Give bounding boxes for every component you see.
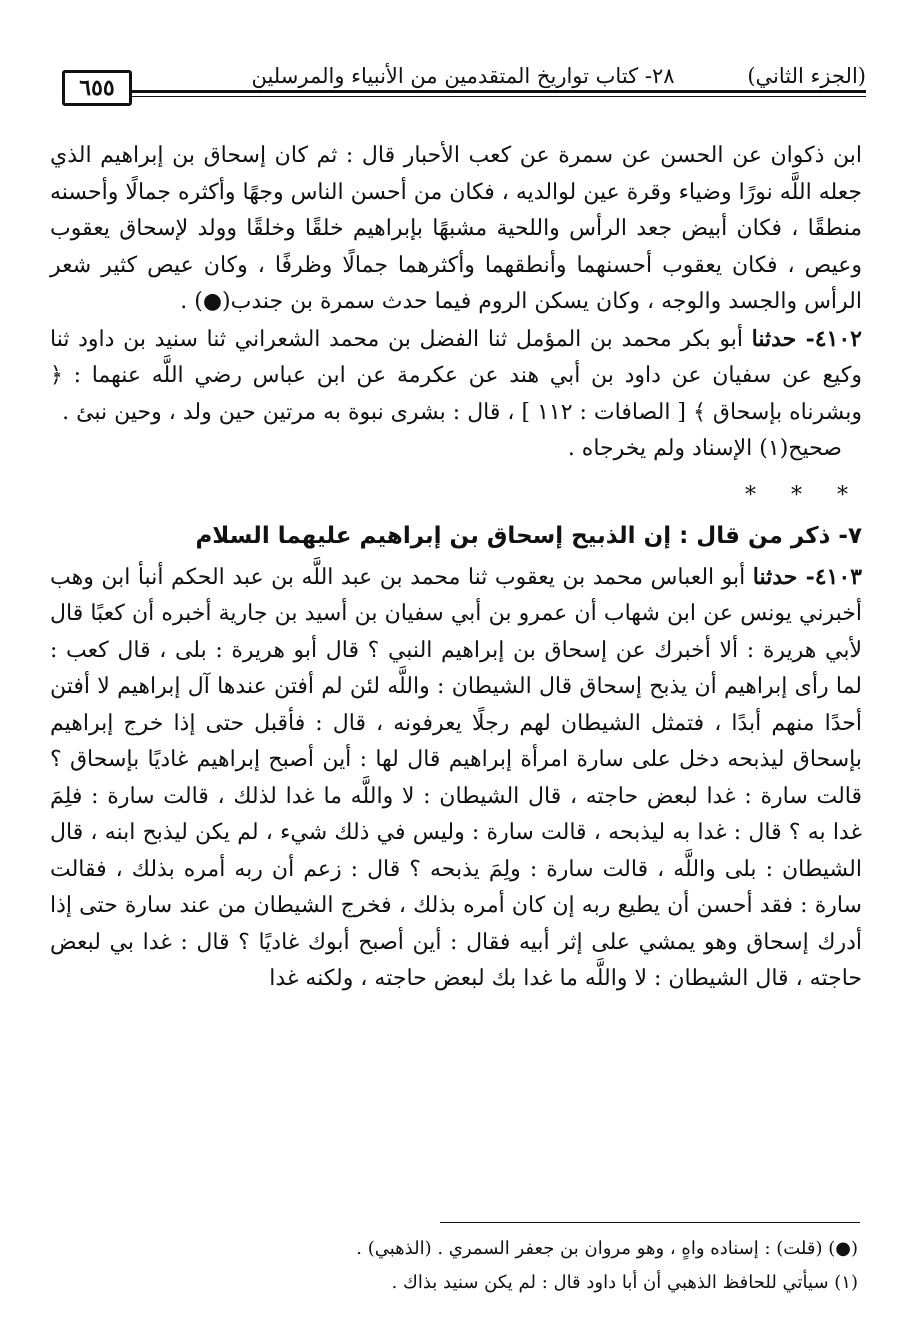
footnotes — [60, 1222, 860, 1300]
hadith-text: أبو العباس محمد بن يعقوب ثنا محمد بن عبد اللَّه بن عبد الحكم أنبأ ابن وهب أخبرني يونس عن ابن شهاب أن عمرو بن أبي سفيان بن أسيد بن جارية أخبره أن كعبًا قال لأبي هريرة : ألا أخبرك عن إسحاق بن إبراهيم النبي ؟ قال أبو هريرة : بلى ، قال كعب : لما رأى إبراهيم أن يذبح إسحاق قال الشيطان : واللَّه لئن لم أفتن عندها آل إبراهيم لا أفتن أحدًا منهم أبدًا ، فتمثل الشيطان لهم رجلًا يعرفونه ، قال : فأقبل حتى إذا خرج إبراهيم بإسحاق ليذبحه دخل على سارة امرأة إبراهيم قال لها : أين أصبح إبراهيم غاديًا بإسحاق ؟ قالت سارة : غدا لبعض حاجته ، قال الشيطان : لا واللَّه ما غدا لذلك ، قالت سارة : فلِمَ غدا به ؟ قال : غدا به ليذبحه ، قالت سارة : وليس في ذلك شيء ، لم يكن ليذبح ابنه ، قال الشيطان : بلى واللَّه ، قالت سارة : ولِمَ يذبحه ؟ قال : زعم أن ربه أمره بذلك ، فقالت سارة : فقد أحسن أن يطيع ربه إن كان أمره بذلك ، فخرج الشيطان من عند سارة حتى إذا أدرك إسحاق وهو يمشي على إثر أبيه فقال : أين أصبح أبوك غاديًا ؟ قال : غدا بي لبعض حاجته ، قال الشيطان : لا واللَّه ما غدا بك لبعض حاجته ، ولكنه غدا — [50, 564, 862, 991]
hadith-grade: صحيح(١) الإسناد ولم يخرجاه . — [567, 436, 842, 461]
footnote-1: (١) سيأتي للحافظ الذهبي أن أبا داود قال : لم يكن سنيد بذاك . — [391, 1272, 858, 1293]
section-separator: * * * — [745, 482, 862, 508]
main-text — [50, 138, 862, 998]
header-rule-thick — [130, 90, 866, 93]
volume-part: (الجزء الثاني) — [747, 64, 866, 88]
hadith-number: ٤١٠٢- حدثنا — [751, 325, 862, 352]
paragraph-kaab-report: ابن ذكوان عن الحسن عن سمرة عن كعب الأحبار قال : ثم كان إسحاق بن إبراهيم الذي جعله اللَّه نورًا وضياء وقرة عين لوالديه ، فكان من أحسن الناس وجهًا وأكثره جمالًا وأحسنه منطقًا ، فكان أبيض جعد الرأس واللحية مشبهًا بإبراهيم خلقًا وخلقًا وولد لإسحاق يعقوب وعيص ، فكان يعقوب أحسنهما وأنطقهما وأكثرهما جمالًا وظرفًا ، وكان عيص كثير شعر الرأس والجسد والوجه ، وكان يسكن الروم فيما حدث سمرة بن جندب(●) . — [50, 143, 862, 314]
hadith-4103 — [50, 559, 862, 998]
hadith-number: ٤١٠٣- حدثنا — [752, 563, 862, 590]
header-rule-thin — [130, 96, 866, 97]
hadith-4102 — [50, 321, 862, 432]
hadith-text: أبو بكر محمد بن المؤمل ثنا الفضل بن محمد الشعراني ثنا سنيد بن داود ثنا وكيع عن سفيان عن داود بن أبي هند عن عكرمة عن ابن عباس رضي اللَّه عنهما : ﴿ وبشرناه بإسحاق ﴾ [ الصافات : ١١٢ ] ، قال : بشرى نبوة به مرتين حين ولد ، وحين نبئ . — [50, 326, 862, 425]
section-heading: ٧- ذكر من قال : إن الذبيح إسحاق بن إبراهيم عليهما السلام — [195, 523, 862, 549]
footnote-rule — [440, 1222, 860, 1223]
page-header — [58, 56, 866, 104]
chapter-title: ٢٨- كتاب تواريخ المتقدمين من الأنبياء والمرسلين — [251, 64, 675, 88]
footnote-star: (●) (قلت) : إسناده واهٍ ، وهو مروان بن جعفر السمري . (الذهبي) . — [356, 1238, 858, 1259]
page-number: ٦٥٥ — [62, 70, 132, 106]
